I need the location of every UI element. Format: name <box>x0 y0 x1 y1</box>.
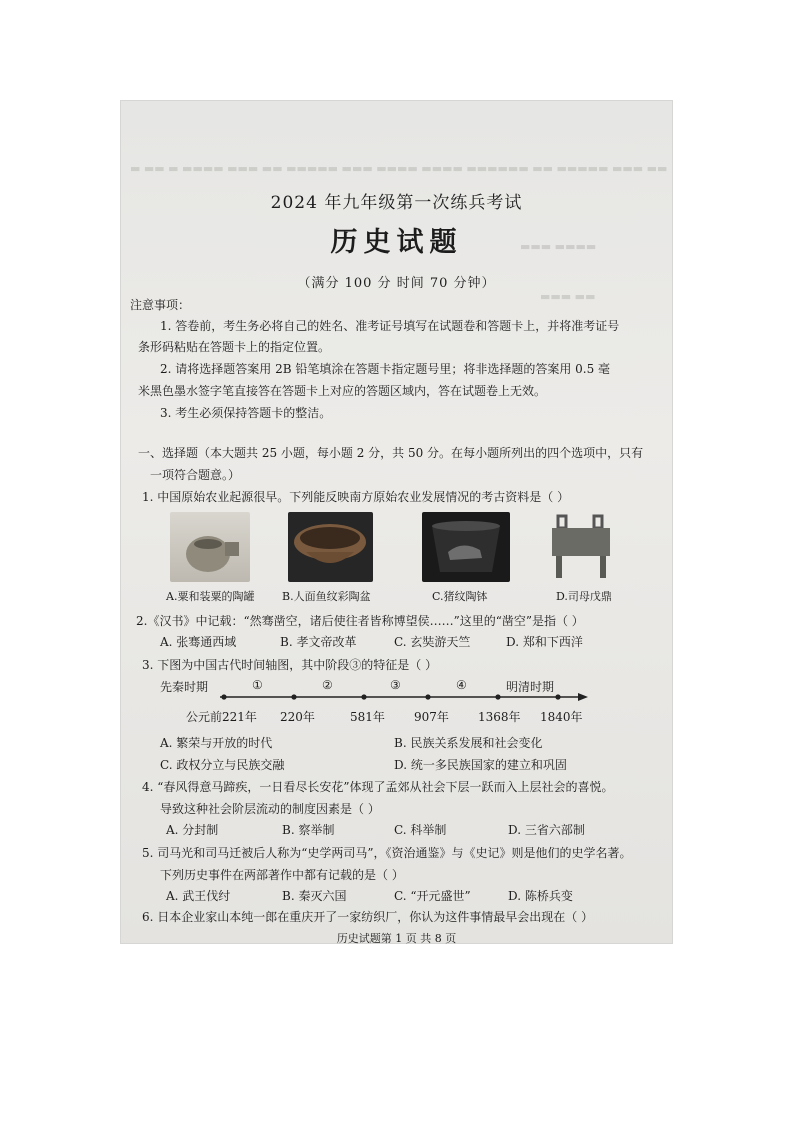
section-instructions-cont: 一项符合题意。） <box>150 468 241 482</box>
notice-heading: 注意事项： <box>130 298 191 312</box>
question-5-stem-cont: 下列历史事件在两部著作中都有记载的是（ ） <box>160 868 404 882</box>
question-1-option-c: C.猪纹陶钵 <box>432 590 488 603</box>
notice-item-1: 1. 答卷前，考生务必将自己的姓名、准考证号填写在试题卷和答题卡上，并将准考证号 <box>160 319 620 333</box>
question-2-option-c: C. 玄奘游天竺 <box>394 635 471 649</box>
question-4-stem-cont: 导致这种社会阶层流动的制度因素是（ ） <box>160 802 380 816</box>
bleed-through-text: ▬ ▬▬ ▬ ▬▬▬▬ ▬▬▬ ▬▬ ▬▬▬▬▬ ▬▬▬ ▬▬▬▬ ▬▬▬▬ ▬▬▬▬▬▬ ▬▬ ▬▬▬▬▬ ▬▬▬ ▬▬ <box>130 162 668 175</box>
question-4-option-c: C. 科举制 <box>394 823 447 837</box>
question-5-option-d: D. 陈桥兵变 <box>508 889 573 903</box>
bleed-through-text: ▬▬▬ ▬▬▬▬ <box>520 240 597 253</box>
notice-item-3: 3. 考生必须保持答题卡的整洁。 <box>160 406 332 420</box>
timeline-tick: 公元前221年 <box>186 710 257 724</box>
notice-item-2: 2. 请将选择题答案用 2B 铅笔填涂在答题卡指定题号里；将非选择题的答案用 0.5 毫 <box>160 362 611 376</box>
question-1-option-d: D.司母戊鼎 <box>556 590 612 603</box>
section-instructions: 一、选择题（本大题共 25 小题，每小题 2 分，共 50 分。在每小题所列出的四个选项中，只有 <box>138 446 644 460</box>
timeline-stage-1: ① <box>252 678 263 692</box>
question-3-stem: 3. 下图为中国古代时间轴图，其中阶段③的特征是（ ） <box>142 658 438 672</box>
timeline-left-label: 先秦时期 <box>160 680 209 694</box>
question-3-option-c: C. 政权分立与民族交融 <box>160 758 285 772</box>
question-2-option-b: B. 孝文帝改革 <box>280 635 357 649</box>
score-time-note: （满分 100 分 时间 70 分钟） <box>297 276 496 291</box>
question-2-option-a: A. 张骞通西域 <box>160 635 237 649</box>
timeline-right-label: 明清时期 <box>506 680 555 694</box>
timeline-tick: 220年 <box>280 710 315 724</box>
question-5-option-c: C. “开元盛世” <box>394 889 471 903</box>
exam-title: 2024 年九年级第一次练兵考试 <box>270 193 523 213</box>
timeline-tick: 1840年 <box>540 710 583 724</box>
notice-item-2-cont: 米黑色墨水签字笔直接答在答题卡上对应的答题区域内，答在试题卷上无效。 <box>138 384 547 398</box>
question-1-option-b: B.人面鱼纹彩陶盆 <box>282 590 371 603</box>
timeline-tick: 907年 <box>414 710 449 724</box>
question-1-images <box>166 512 650 603</box>
timeline-stage-2: ② <box>322 678 333 692</box>
question-4-option-d: D. 三省六部制 <box>508 823 585 837</box>
pottery-jar-photo <box>170 512 250 582</box>
bleed-through-text: ▬▬▬ ▬▬ <box>540 290 596 303</box>
question-1-stem: 1. 中国原始农业起源很早。下列能反映南方原始农业发展情况的考古资料是（ ） <box>142 490 570 504</box>
question-4-stem: 4. “春风得意马蹄疾，一日看尽长安花”体现了孟郊从社会下层一跃而入上层社会的喜悦。 <box>142 780 614 794</box>
painted-basin-photo <box>288 512 373 582</box>
pig-pattern-bowl-photo <box>422 512 510 582</box>
question-1-option-a: A.粟和装粟的陶罐 <box>166 590 255 603</box>
question-6-stem: 6. 日本企业家山本纯一郎在重庆开了一家纺织厂，你认为这件事情最早会出现在（ ） <box>142 910 594 924</box>
question-4-option-a: A. 分封制 <box>166 823 219 837</box>
timeline-stage-4: ④ <box>456 678 467 692</box>
question-2-option-d: D. 郑和下西洋 <box>506 635 583 649</box>
question-5-option-a: A. 武王伐纣 <box>166 889 231 903</box>
question-5-stem: 5. 司马光和司马迁被后人称为“史学两司马”，《资治通鉴》与《史记》则是他们的史学名著。 <box>142 846 632 860</box>
notice-item-1-cont: 条形码粘贴在答题卡上的指定位置。 <box>138 340 331 354</box>
exam-page-photo <box>120 100 673 944</box>
history-timeline <box>160 676 590 726</box>
page-footer: 历史试题第 1 页 共 8 页 <box>336 932 457 944</box>
subject-title: 历史试题 <box>330 227 463 258</box>
timeline-tick: 1368年 <box>478 710 521 724</box>
timeline-stage-3: ③ <box>390 678 401 692</box>
timeline-tick: 581年 <box>350 710 385 724</box>
question-2-stem: 2.《汉书》中记载：“然骞凿空，诸后使往者皆称博望侯……”这里的“凿空”是指（ ） <box>136 614 584 628</box>
question-5-option-b: B. 秦灭六国 <box>282 889 347 903</box>
bronze-ding-photo <box>546 512 616 582</box>
question-3-option-b: B. 民族关系发展和社会变化 <box>394 736 543 750</box>
question-3-option-d: D. 统一多民族国家的建立和巩固 <box>394 758 567 772</box>
question-4-option-b: B. 察举制 <box>282 823 335 837</box>
question-3-option-a: A. 繁荣与开放的时代 <box>160 736 273 750</box>
